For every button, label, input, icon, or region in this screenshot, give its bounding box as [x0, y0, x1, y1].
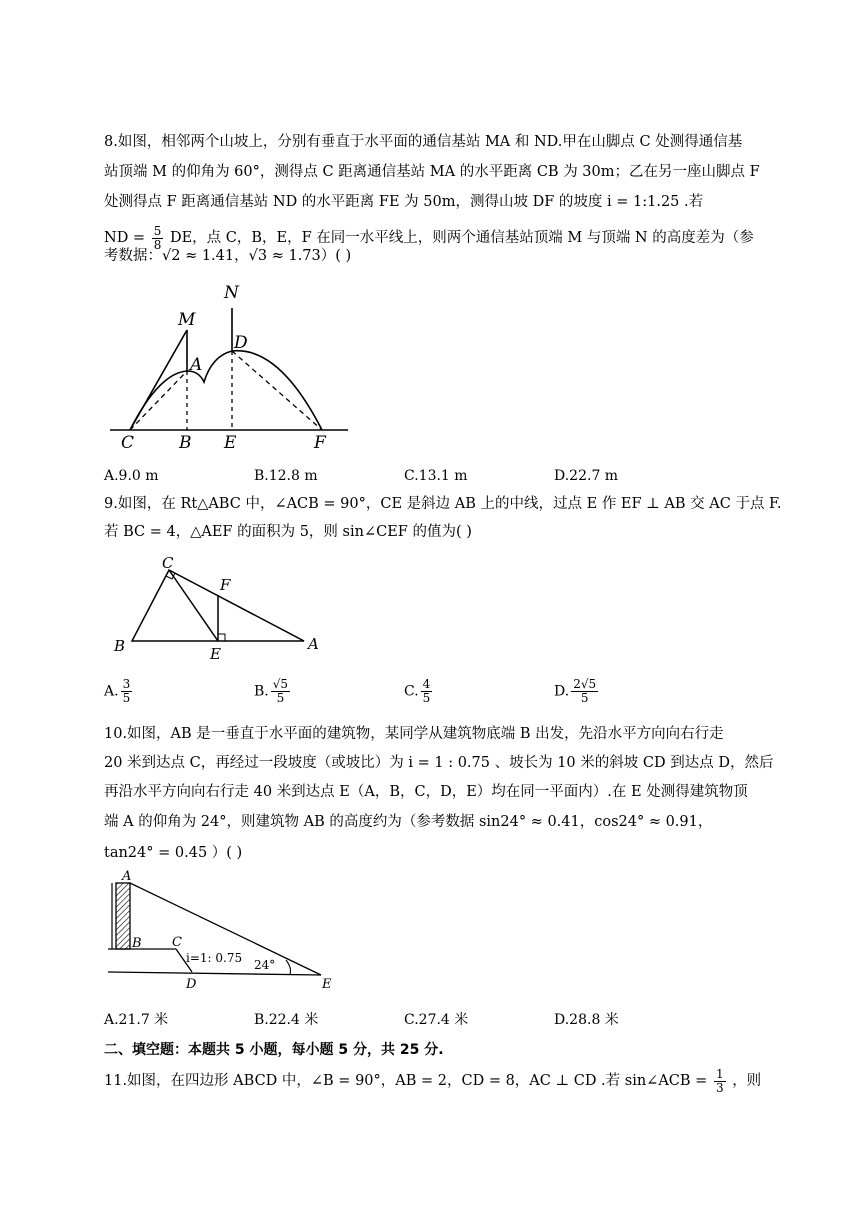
q9-line-2: 若 BC = 4，△AEF 的面积为 5，则 sin∠CEF 的值为( )	[104, 524, 472, 540]
q11-line-1	[104, 1066, 761, 1096]
q8-label-E: E	[224, 433, 237, 453]
q8-option-b[interactable]: B.12.8 m	[254, 468, 318, 484]
q10-option-c[interactable]: C.27.4 米	[404, 1012, 469, 1028]
q8-hill-curve	[130, 351, 322, 430]
q8-line-1: 8.如图，相邻两个山坡上，分别有垂直于水平面的通信基站 MA 和 ND.甲在山脚点 C 处测得通信基	[104, 134, 743, 150]
q9-label-E: E	[210, 645, 221, 663]
q9-label-C: C	[162, 554, 174, 572]
q9-label-F: F	[220, 576, 231, 594]
q8-label-D: D	[234, 333, 248, 353]
q10-option-d[interactable]: D.28.8 米	[554, 1012, 619, 1028]
q9-right-angle-E	[218, 634, 225, 641]
q8-label-A: A	[190, 355, 203, 375]
q8-option-d[interactable]: D.22.7 m	[554, 468, 619, 484]
q11-fraction: $\frac{1}{3}$	[715, 1066, 724, 1095]
q9-line-1: 9.如图，在 Rt△ABC 中，∠ACB = 90°，CE 是斜边 AB 上的中线，过点 E 作 EF ⊥ AB 交 AC 于点 F.	[104, 496, 782, 512]
q8-label-B: B	[179, 433, 192, 453]
q8-option-c[interactable]: C.13.1 m	[404, 468, 468, 484]
q8-line-5: 考数据：√2 ≈ 1.41，√3 ≈ 1.73）( )	[104, 248, 352, 264]
q10-angle-arc	[286, 960, 291, 974]
q9-label-B: B	[114, 637, 126, 655]
q10-line-5: tan24° = 0.45 ）( )	[104, 845, 243, 861]
q10-line-3: 再沿水平方向向右行走 40 米到达点 E（A，B，C，D，E）均在同一平面内）.在 E 处测得建筑物顶	[104, 784, 748, 800]
q8-label-C: C	[121, 433, 135, 453]
q8-option-a[interactable]: A.9.0 m	[104, 468, 159, 484]
q10-option-a[interactable]: A.21.7 米	[104, 1012, 169, 1028]
q10-angle-label: 24°	[254, 958, 276, 972]
q10-label-C: C	[172, 935, 182, 950]
q10-line-1: 10.如图，AB 是一垂直于水平面的建筑物，某同学从建筑物底端 B 出发，先沿水平方向向右行走	[104, 726, 724, 742]
q8-figure	[104, 278, 354, 453]
q10-line-4: 端 A 的仰角为 24°，则建筑物 AB 的高度约为（参考数据 sin24° ≈ 0.41，cos24° ≈ 0.91，	[104, 814, 713, 830]
q10-label-E: E	[322, 977, 332, 992]
q8-line-3: 处测得点 F 距离通信基站 ND 的水平距离 FE 为 50m，测得山坡 DF 的坡度 i = 1:1.25 .若	[104, 194, 704, 210]
q8-line-4-rest: DE，点 C，B，E，F 在同一水平线上，则两个通信基站顶端 M 与顶端 N 的高度差为（参	[169, 230, 754, 246]
q8-label-N: N	[224, 283, 239, 303]
q9-option-c[interactable]: C. $\frac{4}{5}$	[404, 677, 431, 705]
q8-frac-den: 8	[153, 237, 162, 252]
q9-median-CE	[169, 570, 218, 641]
q11-text-end: ，则	[732, 1073, 762, 1089]
q10-label-A: A	[122, 869, 132, 884]
q10-label-D: D	[186, 977, 197, 992]
q9-option-a[interactable]: A. $\frac{3}{5}$	[104, 677, 131, 705]
q10-slope-label: i=1: 0.75	[186, 951, 243, 965]
q10-figure	[104, 868, 344, 993]
q8-dashed-DF	[232, 351, 322, 430]
q10-line-2: 20 米到达点 C，再经过一段坡度（或坡比）为 i = 1 : 0.75 、坡长为 10 米的斜坡 CD 到达点 D，然后	[104, 755, 774, 771]
q9-option-b[interactable]: B. $\frac{√5}{5}$	[254, 677, 289, 705]
q10-option-b[interactable]: B.22.4 米	[254, 1012, 319, 1028]
q10-label-B: B	[132, 936, 142, 951]
q9-option-d[interactable]: D. $\frac{2√5}{5}$	[554, 677, 597, 705]
q10-ground-DE	[108, 972, 321, 975]
q8-frac-num: 5	[153, 223, 162, 238]
q8-nd-label: ND =	[104, 230, 146, 246]
q9-label-A: A	[308, 635, 319, 653]
q9-figure	[104, 553, 329, 665]
q8-label-F: F	[314, 433, 326, 453]
q11-text: 11.如图，在四边形 ABCD 中，∠B = 90°，AB = 2，CD = 8，AC ⊥ CD .若 sin∠ACB =	[104, 1073, 708, 1089]
section-2-heading: 二、填空题：本题共 5 小题，每小题 5 分，共 25 分.	[104, 1042, 444, 1058]
q8-line-2: 站顶端 M 的仰角为 60°，测得点 C 距离通信基站 MA 的水平距离 CB 为 30m；乙在另一座山脚点 F	[104, 164, 760, 180]
q10-building	[116, 883, 130, 949]
q8-label-M: M	[178, 310, 196, 330]
